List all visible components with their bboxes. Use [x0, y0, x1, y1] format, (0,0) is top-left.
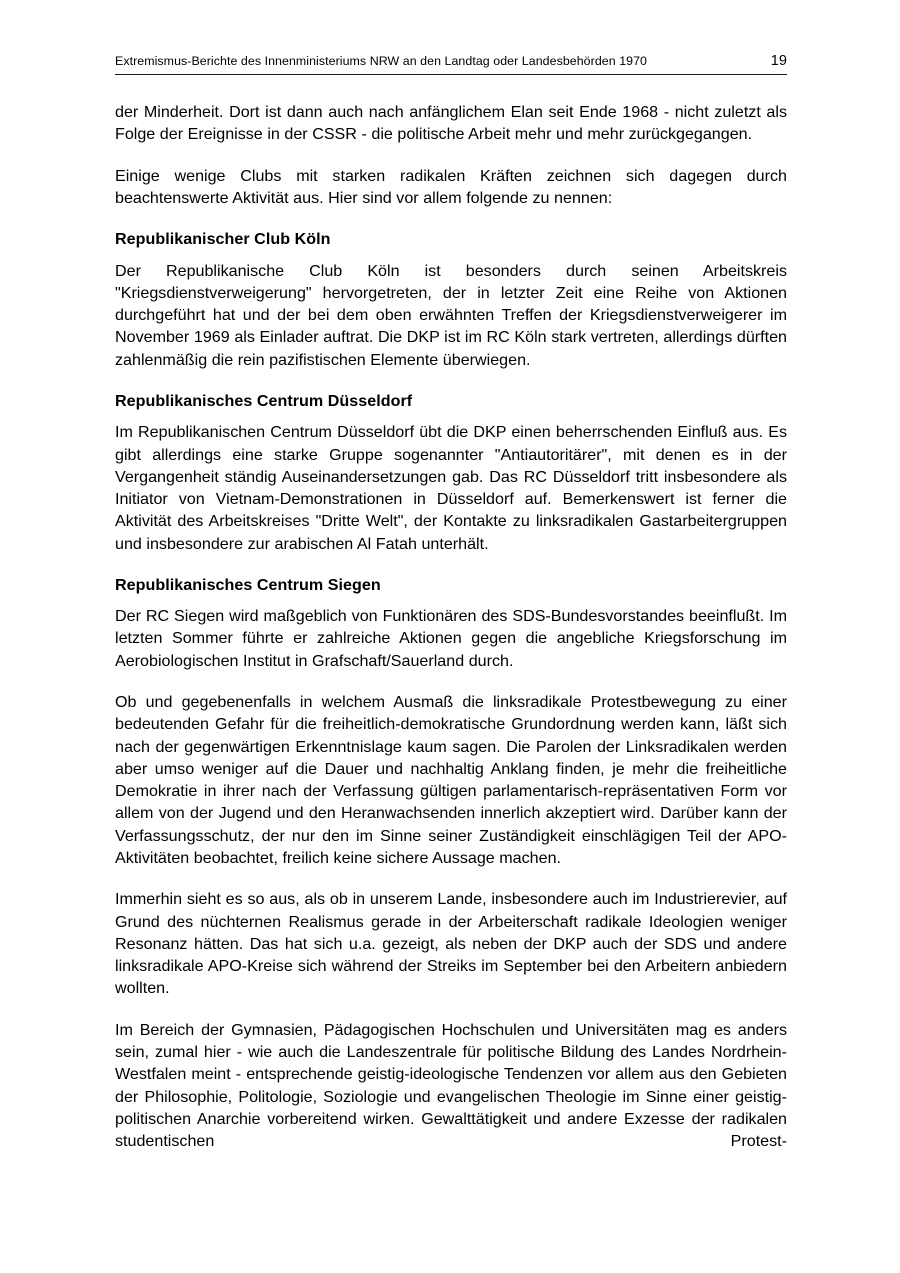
paragraph-industrierevier: Immerhin sieht es so aus, als ob in unserem Lande, insbesondere auch im Industrierevier, auf Grund des nüchternen Realismus gerade in der Arbeiterschaft radikale Ideologien weniger Resonanz hätten. Das hat sich u.a. gezeigt, als neben der DKP auch der SDS und andere linksradikale APO-Kreise sich während der Streiks im September bei den Arbeitern anbiedern wollten.: [115, 890, 787, 998]
running-head: [115, 52, 787, 75]
page-body: [115, 101, 787, 1175]
paragraph-clubs-intro: Einige wenige Clubs mit starken radikalen Kräften zeichnen sich dagegen durch beachtenswerte Aktivität aus. Hier sind vor allem folgende zu nennen:: [115, 166, 787, 207]
paragraph-minderheit: der Minderheit. Dort ist dann auch nach anfänglichem Elan seit Ende 1968 - nicht zuletzt als Folge der Ereignisse in der CSSR - die politische Arbeit mehr und mehr zurückgegangen.: [115, 103, 787, 144]
paragraph-rc-koeln: Der Republikanische Club Köln ist besonders durch seinen Arbeitskreis "Kriegsdienstverweigerung" hervorgetreten, der in letzter Zeit eine Reihe von Aktionen durchgeführt hat und der bei dem oben erwähnten Treffen der Kriegsdienstverweigerer im November 1969 als Einlader auftrat. Die DKP ist im RC Köln stark vertreten, allerdings dürften zahlenmäßig die rein pazifistischen Elemente überwiegen.: [115, 261, 787, 369]
running-head-title: Extremismus-Berichte des Innenministeriums NRW an den Landtag oder Landesbehörden 1970: [115, 54, 648, 68]
paragraph-rc-duesseldorf: Im Republikanischen Centrum Düsseldorf übt die DKP einen beherrschenden Einfluß aus. Es gibt allerdings eine starke Gruppe sogenannter "Antiautoritärer", mit denen es in der Vergangenheit ständig Auseinandersetzungen gab. Das RC Düsseldorf tritt insbesondere als Initiator von Vietnam-Demonstrationen in Düsseldorf auf. Bemerkenswert ist ferner die Aktivität des Arbeitskreises "Dritte Welt", der Kontakte zu linksradikalen Gastarbeitergruppen und insbesondere zur arabischen Al Fatah unterhält.: [115, 423, 787, 553]
paragraph-gymnasien-hochschulen: Im Bereich der Gymnasien, Pädagogischen Hochschulen und Universitäten mag es anders sein, zumal hier - wie auch die Landeszentrale für politische Bildung des Landes Nordrhein-Westfalen meint - entsprechende geistig-ideologische Tendenzen vor allem aus den Gebieten der Philosophie, Politologie, Soziologie und evangelischen Theologie im Sinne einer geistig-politischen Anarchie vorbereitend wirken. Gewalttätigkeit und andere Exzesse der radikalen studentischen Protest-: [115, 1020, 787, 1151]
page-content-column: [115, 52, 787, 1175]
heading-republikanischer-club-koeln: Republikanischer Club Köln: [115, 230, 331, 249]
paragraph-rc-siegen: Der RC Siegen wird maßgeblich von Funktionären des SDS-Bundesvorstandes beeinflußt. Im letzten Sommer führte er zahlreiche Aktionen gegen die angebliche Kriegsforschung im Aerobiologischen Institut in Grafschaft/Sauerland durch.: [115, 607, 787, 670]
heading-republikanisches-centrum-duesseldorf: Republikanisches Centrum Düsseldorf: [115, 391, 413, 410]
heading-republikanisches-centrum-siegen: Republikanisches Centrum Siegen: [115, 575, 381, 594]
paragraph-protestbewegung-gefahr: Ob und gegebenenfalls in welchem Ausmaß die linksradikale Protestbewegung zu einer bedeutenden Gefahr für die freiheitlich-demokratische Grundordnung werden kann, läßt sich nach der gegenwärtigen Erkenntnislage kaum sagen. Die Parolen der Linksradikalen werden aber umso weniger auf die Dauer und nachhaltig Anklang finden, je mehr die freiheitliche Demokratie in ihrer nach der Verfassung gültigen parlamentarisch-repräsentativen Form vor allem von der Jugend und den Heranwachsenden innerlich akzeptiert wird. Darüber kann der Verfassungsschutz, der nur den im Sinne seiner Zuständigkeit einschlägigen Teil der APO-Aktivitäten beobachtet, freilich keine sichere Aussage machen.: [115, 693, 787, 867]
page-number: 19: [770, 53, 787, 69]
